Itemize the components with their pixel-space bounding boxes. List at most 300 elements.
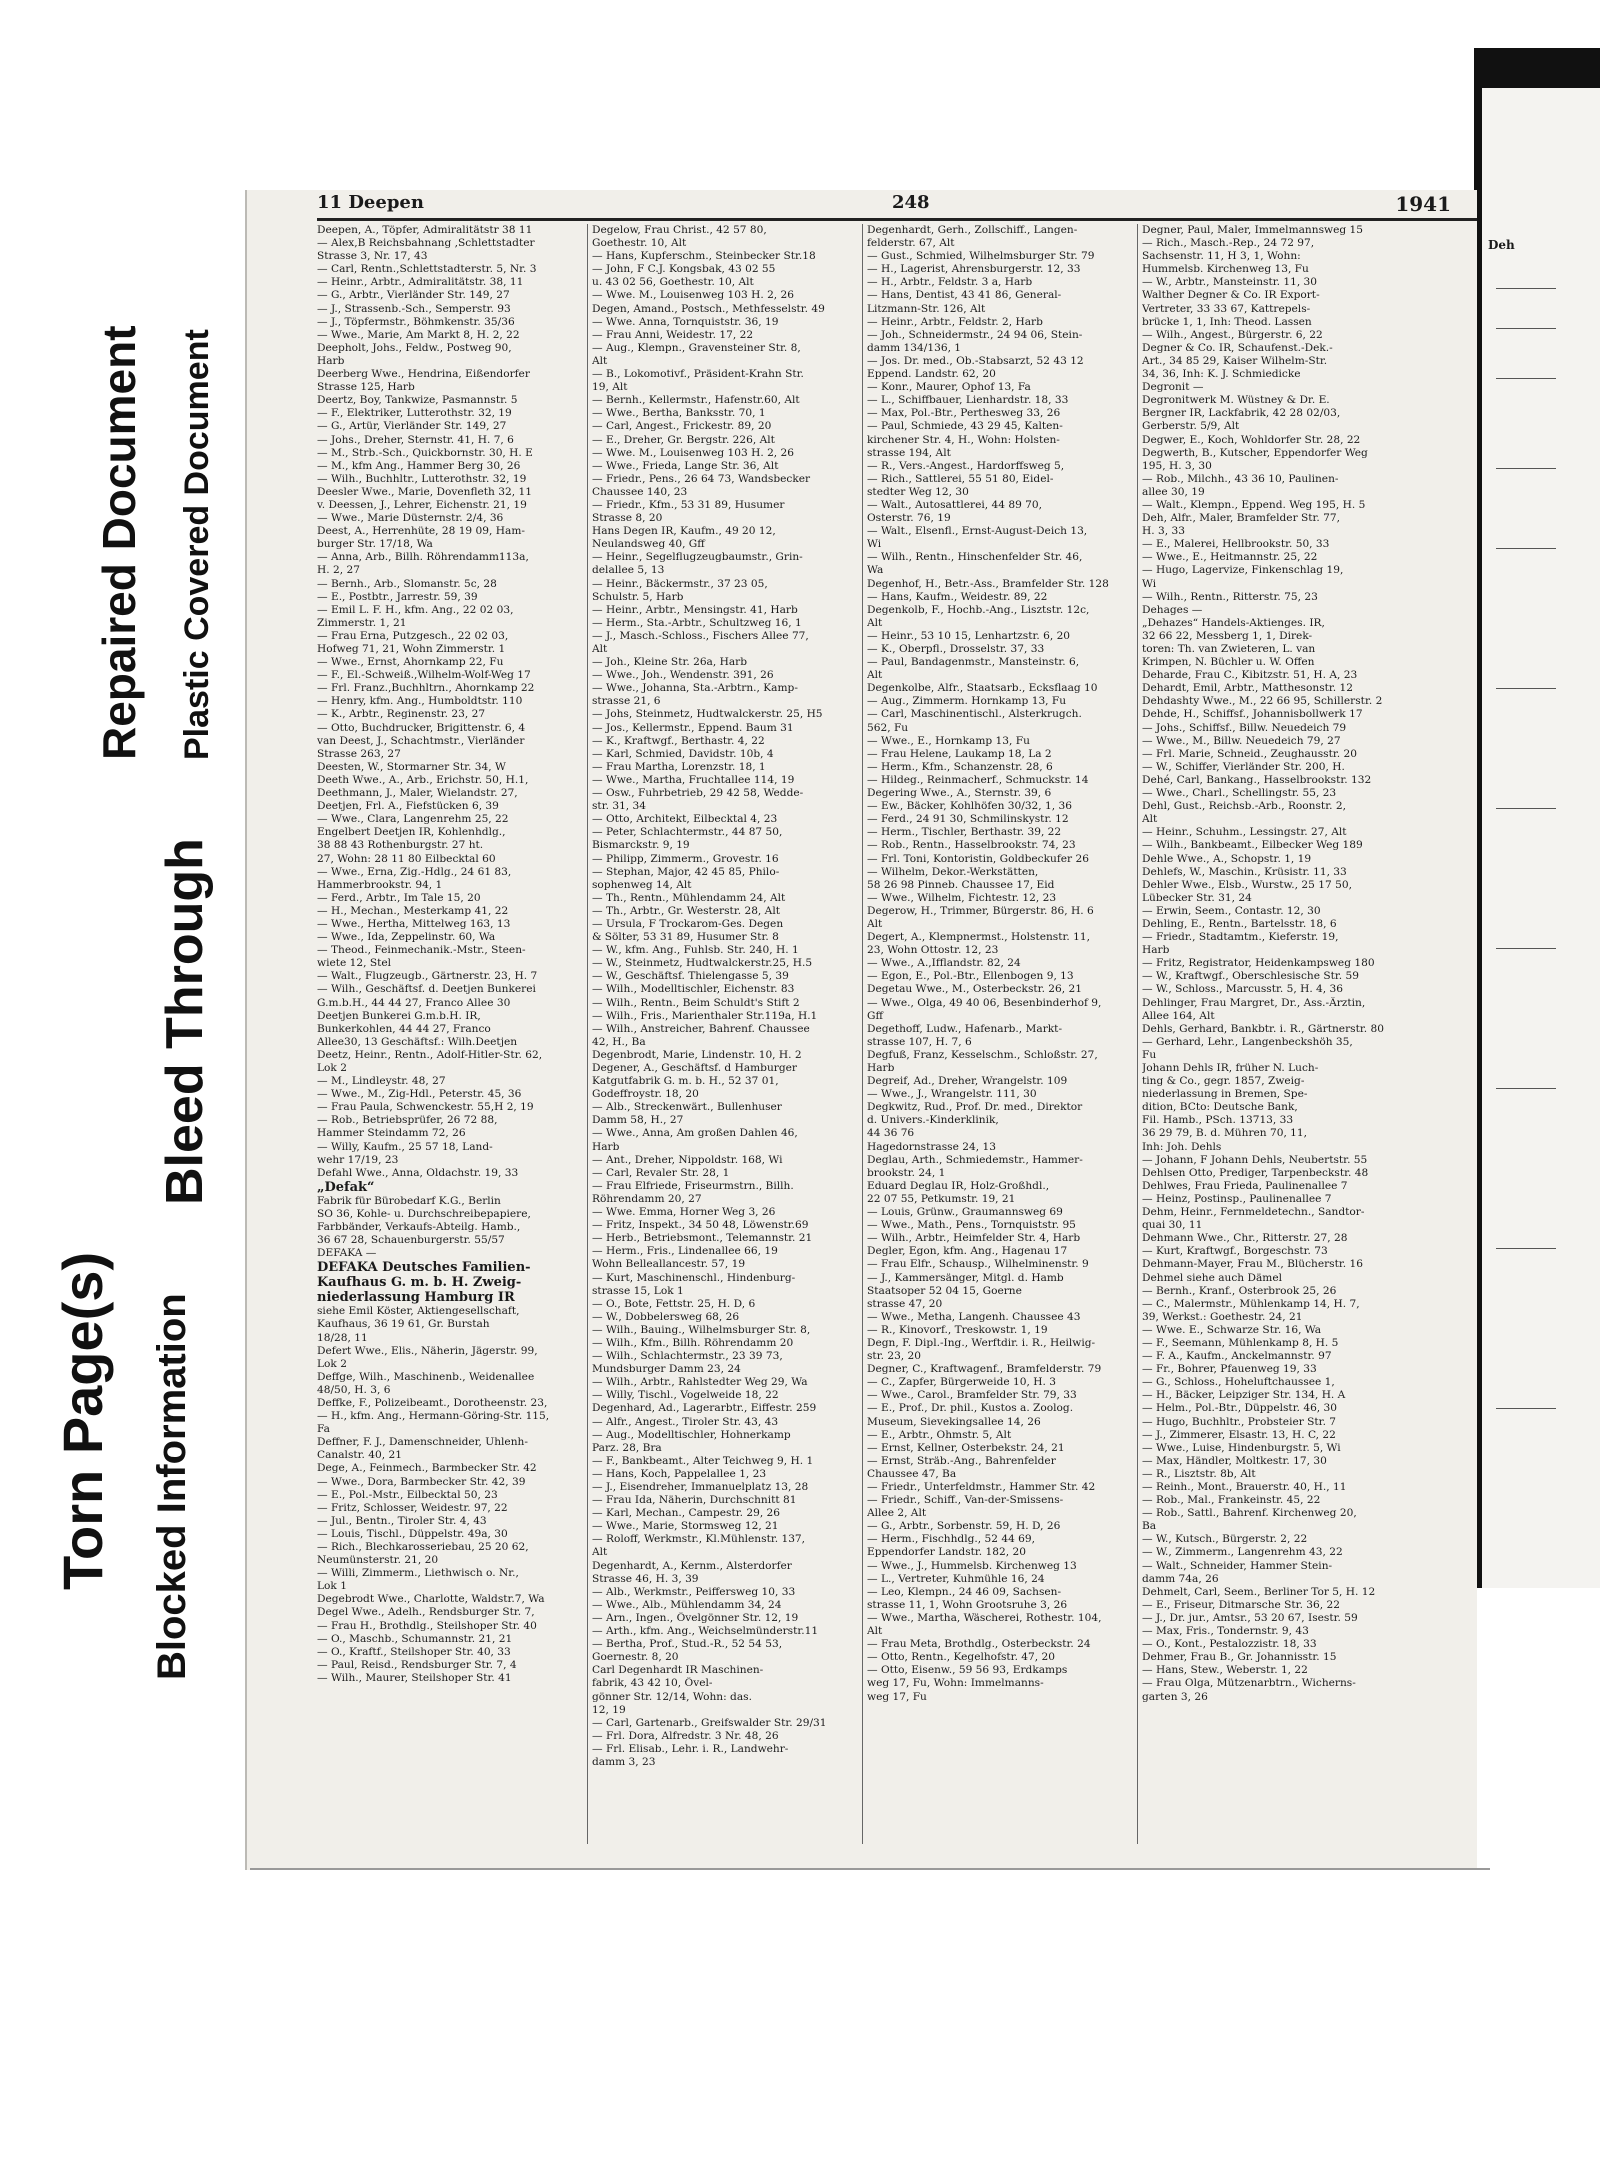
directory-entry: brookstr. 24, 1 [867,1166,946,1179]
directory-entry: Fil. Hamb., PSch. 13713, 33 [1142,1114,1294,1127]
directory-entry: wiete 12, Stel [317,957,392,970]
directory-entry: Dehages — [1142,603,1203,616]
directory-entry: — Wwe., Ernst, Ahornkamp 22, Fu [317,656,504,669]
directory-entry: — Heinr., Bäckermstr., 37 23 05, [592,577,768,590]
directory-entry: Fabrik für Bürobedarf K.G., Berlin [317,1194,501,1207]
directory-entry: Gff [867,1009,883,1022]
directory-entry: Degwerth, B., Kutscher, Eppendorfer Weg [1142,446,1368,459]
directory-entry: Degn, F. Dipl.-Ing., Werftdir. i. R., Heilwig- [867,1336,1096,1349]
directory-entry: — O., Kont., Pestalozzistr. 18, 33 [1142,1638,1317,1651]
directory-entry: Degler, Egon, kfm. Ang., Hagenau 17 [867,1245,1068,1258]
directory-entry: Degering Wwe., A., Sternstr. 39, 6 [867,787,1052,800]
directory-page [245,190,1477,1870]
directory-entry: Museum, Sievekingsallee 14, 26 [867,1415,1041,1428]
directory-entry: — Wwe., Bertha, Banksstr. 70, 1 [592,407,766,420]
directory-entry: — Rob., Rentn., Hasselbrookstr. 74, 23 [867,839,1076,852]
adjacent-rule [1496,808,1556,809]
directory-entry: — Bertha, Prof., Stud.-R., 52 54 53, [592,1638,783,1651]
directory-entry: — Louis, Grünw., Graumannsweg 69 [867,1206,1063,1219]
directory-entry: Dehardt, Emil, Arbtr., Matthesonstr. 12 [1142,682,1353,695]
directory-entry: — J., Strassenb.-Sch., Semperstr. 93 [317,302,511,315]
directory-entry: — Frau Ida, Näherin, Durchschnitt 81 [592,1494,797,1507]
directory-entry: — Joh., Kleine Str. 26a, Harb [592,656,748,669]
label-repaired-document: Repaired Document [93,325,145,760]
adjacent-rule [1496,948,1556,949]
directory-entry: — Wilh., Kfm., Billh. Röhrendamm 20 [592,1336,794,1349]
directory-entry: — Paul, Bandagenmstr., Mansteinstr. 6, [867,656,1080,669]
directory-entry: Degenkolb, F., Hochb.-Ang., Lisztstr. 12c, [867,603,1090,616]
directory-entry: d. Univers.-Kinderklinik, [867,1114,999,1127]
directory-entry: van Deest, J., Schachtmstr., Vierländer [317,734,525,747]
directory-entry: — J., Kammersänger, Mitgl. d. Hamb [867,1271,1064,1284]
directory-entry: — Frau Anni, Weidestr. 17, 22 [592,328,754,341]
directory-entry: — Heinr., Schuhm., Lessingstr. 27, Alt [1142,826,1347,839]
directory-entry: — Frau Elfriede, Friseurmstrn., Billh. [592,1179,794,1192]
directory-entry: — Heinr., Arbtr., Admiralitätstr. 38, 11 [317,276,524,289]
directory-entry: — Wwe., Erna, Zig.-Hdlg., 24 61 83, [317,865,512,878]
directory-entry: — Herm., Fischhdlg., 52 44 69, [867,1533,1036,1546]
directory-entry: — Philipp, Zimmerm., Grovestr. 16 [592,852,779,865]
directory-entry: — Wwe., Carol., Bramfelder Str. 79, 33 [867,1389,1077,1402]
directory-entry: — G., Arbtr., Sorbenstr. 59, H. D, 26 [867,1520,1061,1533]
directory-entry: — Kurt, Kraftwgf., Borgeschstr. 73 [1142,1245,1328,1258]
dark-edge [1482,48,1600,88]
directory-entry: Degkwitz, Rud., Prof. Dr. med., Direktor [867,1101,1083,1114]
directory-entry: — Herm., Kfm., Schanzenstr. 28, 6 [867,760,1053,773]
directory-entry: — W., Arbtr., Mansteinstr. 11, 30 [1142,276,1318,289]
directory-entry: Degwer, E., Koch, Wohldorfer Str. 28, 22 [1142,433,1361,446]
header-year: 1941 [1395,192,1451,216]
directory-entry: Dehde, H., Schiffsf., Johannisbollwerk 17 [1142,708,1363,721]
directory-entry: Deffke, F., Polizeibeamt., Dorotheenstr. 23, [317,1396,548,1409]
directory-entry: — Wilh., Rentn., Ritterstr. 75, 23 [1142,590,1318,603]
directory-entry: — Arn., Ingen., Övelgönner Str. 12, 19 [592,1611,799,1624]
directory-entry: — K., Oberpfl., Drosselstr. 37, 33 [867,643,1045,655]
directory-entry: Dehls, Gerhard, Bankbtr. i. R., Gärtnerstr. 80 [1142,1022,1384,1035]
directory-entry: — Heinr., Segelflugzeugbaumstr., Grin- [592,551,803,564]
directory-entry: — Wwe., Hertha, Mittelweg 163, 13 [317,917,511,930]
directory-entry: Lübecker Str. 31, 24 [1142,891,1252,904]
directory-entry: — Wwe., Alb., Mühlendamm 34, 24 [592,1598,782,1611]
directory-entry: Neulandsweg 40, Gff [592,538,705,551]
directory-entry: strasse 21, 6 [592,695,661,708]
directory-entry: — J., Zimmerer, Elsastr. 13, H. C, 22 [1142,1428,1336,1441]
directory-entry: — Walt., Flugzeugb., Gärtnerstr. 23, H. 7 [317,970,538,983]
directory-entry: — Wwe., Wilhelm, Fichtestr. 12, 23 [867,891,1057,904]
directory-entry: — Fritz, Schlosser, Weidestr. 97, 22 [317,1501,508,1514]
directory-entry: — Heinr., Arbtr., Feldstr. 2, Harb [867,315,1043,328]
directory-entry: — E., Arbtr., Ohmstr. 5, Alt [867,1428,1012,1441]
directory-entry: — Otto, Buchdrucker, Brigittenstr. 6, 4 [317,721,526,734]
directory-entry: Deepen, A., Töpfer, Admiralitätstr 38 11 [317,224,533,236]
directory-entry: Mundsburger Damm 23, 24 [592,1363,741,1376]
directory-entry: Ba [1142,1520,1157,1533]
directory-entry: — Johs., Dreher, Sternstr. 41, H. 7, 6 [317,433,514,446]
directory-entry: Farbbänder, Verkaufs-Abteilg. Hamb., [317,1221,521,1234]
directory-entry: — Aug., Modelltischler, Hohnerkamp [592,1428,791,1441]
directory-entry: — Wilh., Bankbeamt., Eilbecker Weg 189 [1142,839,1363,852]
directory-entry: garten 3, 26 [1142,1690,1208,1703]
directory-entry: Allee30, 13 Geschäftsf.: Wilh.Deetjen [317,1035,518,1048]
directory-entry: Walther Degner & Co. IR Export- [1142,289,1320,302]
page-header [317,190,1477,221]
directory-entry: — Th., Rentn., Mühlendamm 24, Alt [592,891,786,904]
directory-entry: Deetz, Heinr., Rentn., Adolf-Hitler-Str. 62, [317,1048,543,1061]
directory-entry: DEFAKA Deutsches Familien- [317,1260,531,1276]
directory-entry: — Rob., Mal., Frankeinstr. 45, 22 [1142,1494,1321,1507]
directory-entry: Parz. 28, Bra [592,1441,662,1454]
directory-entry: Deertz, Boy, Tankwize, Pasmannstr. 5 [317,394,518,407]
directory-entry: Dehdashty Wwe., M., 22 66 95, Schillerstr. 2 [1142,695,1383,708]
directory-entry: — Egon, E., Pol.-Btr., Ellenbogen 9, 13 [867,970,1074,983]
directory-entry: weg 17, Fu [867,1690,927,1703]
directory-entry: Dehlefs, W., Maschin., Krüsistr. 11, 33 [1142,865,1347,878]
directory-entry: Inh: Joh. Dehls [1142,1140,1222,1153]
directory-entry: Wohn Belleallancestr. 57, 19 [592,1258,746,1271]
directory-entry: Degenkolbe, Alfr., Staatsarb., Ecksflaag 10 [867,682,1098,695]
directory-entry: — W., Kutsch., Bürgerstr. 2, 22 [1142,1533,1308,1546]
directory-entry: — Walt., Schneider, Hammer Stein- [1142,1559,1333,1572]
directory-entry: Lok 2 [317,1357,347,1370]
directory-entry: wehr 17/19, 23 [317,1153,399,1166]
directory-entry: Kaufhaus, 36 19 61, Gr. Burstah [317,1318,490,1331]
directory-entry: strasse 11, 1, Wohn Grootsruhe 3, 26 [867,1598,1068,1611]
directory-entry: — Wwe., Ida, Zeppelinstr. 60, Wa [317,931,496,944]
directory-entry: strasse 15, Lok 1 [592,1284,684,1297]
directory-entry: — O., Kraftf., Steilshoper Str. 40, 33 [317,1645,511,1658]
directory-entry: — Emil L. F. H., kfm. Ang., 22 02 03, [317,603,514,616]
directory-entry: — Wilh., Anstreicher, Bahrenf. Chaussee [592,1022,810,1035]
directory-entry: 34, 36, Inh: K. J. Schmiedicke [1142,368,1301,381]
directory-entry: Sachsenstr. 11, H 3, 1, Wohn: [1142,250,1301,263]
directory-entry: Gerberstr. 5/9, Alt [1142,420,1240,433]
directory-entry: — Wwe. M., Louisenweg 103 H. 2, 26 [592,289,795,302]
directory-entry: — Fr., Bohrer, Pfauenweg 19, 33 [1142,1363,1317,1376]
directory-entry: — Otto, Eisenw., 59 56 93, Erdkamps [867,1664,1068,1677]
directory-entry: — Bernh., Kellermstr., Hafenstr.60, Alt [592,394,800,407]
directory-entry: Degetau Wwe., M., Osterbeckstr. 26, 21 [867,983,1082,996]
directory-entry: Allee 164, Alt [1142,1009,1215,1022]
directory-entry: allee 30, 19 [1142,485,1205,498]
directory-entry: Dehmann Wwe., Chr., Ritterstr. 27, 28 [1142,1232,1348,1245]
directory-entry: — Otto, Architekt, Eilbecktal 4, 23 [592,813,778,826]
directory-entry: Harb [592,1140,620,1153]
directory-entry: — Friedr., Schiff., Van-der-Smissens- [867,1494,1064,1507]
directory-entry: — Wwe., Marie, Stormsweg 12, 21 [592,1520,779,1533]
directory-entry: — Heinr., 53 10 15, Lenhartzstr. 6, 20 [867,629,1071,642]
directory-entry: Degronitwerk M. Wüstney & Dr. E. [1142,394,1330,407]
directory-entry: Bunkerkohlen, 44 44 27, Franco [317,1022,491,1035]
directory-entry: Schulstr. 5, Harb [592,590,684,603]
directory-entry: — Wwe. E., Schwarze Str. 16, Wa [1142,1323,1322,1336]
directory-entry: — Ferd., 24 91 30, Schmilinskystr. 12 [867,813,1069,826]
directory-entry: G.m.b.H., 44 44 27, Franco Allee 30 [317,996,511,1009]
directory-entry: — Friedr., Unterfeldmstr., Hammer Str. 42 [867,1481,1096,1493]
directory-entry: Deeth Wwe., A., Arb., Erichstr. 50, H.1, [317,773,529,786]
directory-entry: 27, Wohn: 28 11 80 Eilbecktal 60 [317,852,496,865]
directory-entry: — Frau Helene, Laukamp 18, La 2 [867,747,1052,760]
directory-entry: — G., Arbtr., Vierländer Str. 149, 27 [317,289,510,302]
directory-entry: — W., Kraftwgf., Oberschlesische Str. 59 [1142,970,1359,983]
directory-column-3 [867,224,1137,1844]
directory-entry: — F., Bankbeamt., Alter Teichweg 9, H. 1 [592,1454,814,1467]
directory-entry: — Max, Händler, Moltkestr. 17, 30 [1142,1454,1327,1467]
label-torn-pages: Torn Page(s) [51,1251,114,1590]
directory-entry: — Konr., Maurer, Ophof 13, Fa [867,381,1031,394]
directory-entry: — Alex,B Reichsbahnang ,Schlettstadter [317,237,535,250]
directory-entry: — Stephan, Major, 42 45 85, Philo- [592,865,780,878]
directory-entry: Kaufhaus G. m. b. H. Zweig- [317,1275,522,1291]
directory-entry: Dehling, E., Rentn., Bartelsstr. 18, 6 [1142,917,1337,930]
directory-entry: 23, Wohn Ottostr. 12, 23 [867,944,999,957]
directory-entry: gönner Str. 12/14, Wohn: das. [592,1690,752,1703]
directory-entry: u. 43 02 56, Goethestr. 10, Alt [592,276,754,289]
directory-entry: — H., kfm. Ang., Hermann-Göring-Str. 115, [317,1410,550,1423]
directory-entry: — Helm., Pol.-Btr., Düppelstr. 46, 30 [1142,1402,1338,1415]
directory-entry: Dehler Wwe., Elsb., Wurstw., 25 17 50, [1142,878,1352,891]
directory-entry: — Frl. Dora, Alfredstr. 3 Nr. 48, 26 [592,1729,779,1742]
directory-entry: — O., Bote, Fettstr. 25, H. D, 6 [592,1297,756,1310]
directory-entry: — M., Lindleystr. 48, 27 [317,1075,446,1088]
directory-entry: — Wwe., Johanna, Sta.-Arbtrn., Kamp- [592,682,798,695]
directory-entry: Strasse 263, 27 [317,747,401,760]
directory-entry: Dehmann-Mayer, Frau M., Blücherstr. 16 [1142,1258,1363,1271]
directory-entry: — Henry, kfm. Ang., Humboldtstr. 110 [317,695,523,708]
directory-entry: — Wwe., Clara, Langenrehm 25, 22 [317,813,509,826]
directory-entry: — Frl. Toni, Kontoristin, Goldbeckufer 26 [867,852,1089,865]
directory-entry: Neumünsterstr. 21, 20 [317,1554,439,1567]
label-blocked-information: Blocked Information [150,1293,194,1680]
directory-entry: — R., Vers.-Angest., Hardorffsweg 5, [867,459,1065,472]
directory-entry: Eppend. Landstr. 62, 20 [867,368,996,381]
directory-entry: Strasse 3, Nr. 17, 43 [317,250,428,263]
directory-entry: Defert Wwe., Elis., Näherin, Jägerstr. 99, [317,1344,538,1357]
directory-entry: — Wwe., Marie Düsternstr. 2/4, 36 [317,512,504,525]
directory-entry: Bismarckstr. 9, 19 [592,839,690,852]
directory-entry: — Otto, Rentn., Kegelhofstr. 47, 20 [867,1651,1056,1664]
directory-entry: — Ant., Dreher, Nippoldstr. 168, Wi [592,1153,783,1166]
directory-entry: — Johs., Schiffsf., Billw. Neuedeich 79 [1142,721,1347,734]
adjacent-rule [1496,688,1556,689]
directory-entry: 48/50, H. 3, 6 [317,1383,391,1396]
directory-entry: — Frau Elfr., Schausp., Wilhelminenstr. 9 [867,1258,1089,1271]
directory-entry: — Friedr., Stadtamtm., Kieferstr. 19, [1142,931,1339,944]
directory-column-2 [592,224,862,1844]
directory-entry: Harb [1142,944,1170,957]
directory-entry: strasse 47, 20 [867,1297,943,1310]
directory-entry: — C., Zapfer, Bürgerweide 10, H. 3 [867,1376,1056,1389]
directory-entry: strasse 194, Alt [867,446,951,459]
directory-entry: — John, F C.J. Kongsbak, 43 02 55 [592,263,776,276]
directory-entry: — E., Pol.-Mstr., Eilbecktal 50, 23 [317,1488,498,1501]
directory-entry: — Herm., Sta.-Arbtr., Schultzweg 16, 1 [592,616,802,629]
directory-entry: Degner & Co. IR, Schaufenst.-Dek.- [1142,341,1333,354]
directory-entry: kirchener Str. 4, H., Wohn: Holsten- [867,433,1060,446]
directory-entry: — W., Geschäftsf. Thielengasse 5, 39 [592,970,789,983]
directory-entry: — Wwe. M., Louisenweg 103 H. 2, 26 [592,446,795,459]
directory-entry: 39, Werkst.: Goethestr. 24, 21 [1142,1310,1303,1323]
directory-entry: — Herm., Fris., Lindenallee 66, 19 [592,1245,778,1258]
directory-entry: Deethmann, J., Maler, Wielandstr. 27, [317,787,518,800]
directory-entry: — G., Schloss., Hoheluftchaussee 1, [1142,1376,1335,1389]
directory-entry: — O., Maschb., Schumannstr. 21, 21 [317,1632,513,1645]
directory-entry: — Wilh., Geschäftsf. d. Deetjen Bunkerei [317,983,536,996]
directory-entry: — Frl. Marie, Schneid., Zeughausstr. 20 [1142,747,1357,760]
label-bleed-through: Bleed Through [156,838,214,1205]
directory-entry: 58 26 98 Pinneb. Chaussee 17, Eid [867,878,1055,891]
directory-entry: — Wwe., Joh., Wendenstr. 391, 26 [592,669,774,682]
directory-entry: Wa [867,564,884,577]
directory-entry: Katgutfabrik G. m. b. H., 52 37 01, [592,1075,779,1088]
directory-entry: „Defak“ [317,1179,375,1195]
directory-entry: Engelbert Deetjen IR, Kohlenhdlg., [317,826,506,839]
directory-entry: — K., Arbtr., Reginenstr. 23, 27 [317,708,486,721]
directory-entry: Degenhard, Ad., Lagerarbtr., Eiffestr. 259 [592,1402,817,1415]
directory-entry: stedter Weg 12, 30 [867,485,969,498]
directory-entry: — Wilh., Schlachtermstr., 23 39 73, [592,1350,783,1363]
directory-entry: Degenbrodt, Marie, Lindenstr. 10, H. 2 [592,1048,802,1061]
adjacent-rule [1496,1248,1556,1249]
directory-entry: SO 36, Kohle- u. Durchschreibepapiere, [317,1207,531,1220]
directory-entry: Canalstr. 40, 21 [317,1449,402,1462]
directory-entry: — Wwe., Marie, Am Markt 8, H. 2, 22 [317,328,520,341]
directory-entry: Hofweg 71, 21, Wohn Zimmerstr. 1 [317,643,506,655]
directory-entry: 38 88 43 Rothenburgstr. 27 ht. [317,839,484,852]
directory-entry: Degert, A., Klempnermst., Holstenstr. 11, [867,931,1090,944]
directory-entry: quai 30, 11 [1142,1219,1203,1232]
directory-entry: — F., Seemann, Mühlenkamp 8, H. 5 [1142,1336,1339,1349]
directory-entry: — R., Kinovorf., Treskowstr. 1, 19 [867,1323,1048,1336]
directory-entry: Alt [867,616,883,629]
directory-entry: — Frau Paula, Schwenckestr. 55,H 2, 19 [317,1101,534,1114]
directory-entry: — Heinz, Postinsp., Paulinenallee 7 [1142,1192,1332,1205]
directory-entry: Zimmerstr. 1, 21 [317,616,407,629]
directory-entry: — G., Artür, Vierländer Str. 149, 27 [317,420,507,433]
directory-entry: weg 17, Fu, Wohn: Immelmanns- [867,1677,1044,1690]
directory-entry: Staatsoper 52 04 15, Goerne [867,1284,1022,1297]
directory-entry: — Alfr., Angest., Tiroler Str. 43, 43 [592,1415,779,1428]
directory-entry: — Frau H., Brothdlg., Steilshoper Str. 40 [317,1619,537,1632]
directory-entry: 32 66 22, Messberg 1, 1, Direk- [1142,629,1313,642]
directory-entry: — Frau Olga, Mützenarbtrn., Wicherns- [1142,1677,1356,1690]
directory-entry: — R., Lisztstr. 8b, Alt [1142,1467,1256,1480]
directory-entry: — Max, Pol.-Btr., Perthesweg 33, 26 [867,407,1061,420]
directory-column-4 [1142,224,1412,1844]
directory-entry: — Hugo, Lagervize, Finkenschlag 19, [1142,564,1344,577]
directory-entry: Degner, Paul, Maler, Immelmannsweg 15 [1142,224,1363,236]
directory-entry: Dehlsen Otto, Prediger, Tarpenbeckstr. 48 [1142,1166,1369,1179]
directory-entry: Goethestr. 10, Alt [592,237,687,250]
adjacent-rule [1496,548,1556,549]
directory-entry: — E., Friseur, Ditmarsche Str. 36, 22 [1142,1598,1341,1611]
directory-entry: — Rob., Sattl., Bahrenf. Kirchenweg 20, [1142,1507,1357,1520]
directory-entry: Vertreter, 33 33 67, Kattrepels- [1142,302,1311,315]
directory-entry: 22 07 55, Petkumstr. 19, 21 [867,1192,1016,1205]
directory-entry: dition, BCto: Deutsche Bank, [1142,1101,1298,1114]
directory-entry: Dehl, Gust., Reichsb.-Arb., Roonstr. 2, [1142,800,1346,813]
directory-entry: — Johs, Steinmetz, Hudtwalckerstr. 25, H5 [592,708,823,721]
directory-entry: — Fritz, Registrator, Heidenkampsweg 180 [1142,957,1375,970]
directory-entry: — Theod., Feinmechanik.-Mstr., Steen- [317,944,526,957]
directory-entry: — Wwe., Luise, Hindenburgstr. 5, Wi [1142,1441,1341,1454]
adjacent-page-strip [1474,48,1600,1588]
directory-entry: Degebrodt Wwe., Charlotte, Waldstr.7, Wa [317,1593,545,1606]
directory-entry: — Frau Meta, Brothdlg., Osterbeckstr. 24 [867,1638,1091,1651]
directory-entry: — Fritz, Inspekt., 34 50 48, Löwenstr.69 [592,1219,809,1232]
directory-entry: — Jos., Kellermstr., Eppend. Baum 31 [592,721,794,734]
directory-entry: H. 2, 27 [317,564,360,577]
directory-entry: — Hans, Dentist, 43 41 86, General- [867,289,1062,302]
directory-entry: Strasse 125, Harb [317,381,415,394]
directory-entry: Degenhardt, A., Kernm., Alsterdorfer [592,1559,792,1572]
directory-entry: Deepholt, Johs., Feldw., Postweg 90, [317,341,512,354]
directory-entry: — Rich., Sattlerei, 55 51 80, Eidel- [867,472,1054,485]
directory-entry: — Herb., Betriebsmont., Telemannstr. 21 [592,1232,813,1245]
directory-entry: — M., Strb.-Sch., Quickbornstr. 30, H. E [317,446,533,459]
column-rule [862,224,863,1844]
directory-entry: 19, Alt [592,381,628,394]
directory-entry: 562, Fu [867,721,909,734]
directory-entry: Degen, Amand., Postsch., Methfesselstr. 49 [592,302,825,315]
directory-entry: — Wwe., Dora, Barmbecker Str. 42, 39 [317,1475,526,1488]
directory-entry: Damm 58, H., 27 [592,1114,684,1127]
directory-entry: — Hans, Kupferschm., Steinbecker Str.18 [592,250,816,263]
directory-entry: — Hans, Stew., Weberstr. 1, 22 [1142,1664,1308,1677]
directory-entry: — J., Töpfermstr., Böhmkenstr. 35/36 [317,315,515,328]
directory-entry: — Ernst, Sträb.-Ang., Bahrenfelder [867,1454,1056,1467]
directory-entry: — J., Eisendreher, Immanuelplatz 13, 28 [592,1481,809,1493]
directory-entry: — H., Arbtr., Feldstr. 3 a, Harb [867,276,1033,289]
directory-entry: — Wwe., Martha, Wäscherei, Rothestr. 104, [867,1611,1102,1624]
directory-entry: Degner, C., Kraftwagenf., Bramfelderstr. 79 [867,1363,1102,1376]
directory-entry: — Rich., Blechkarosseriebau, 25 20 62, [317,1541,529,1553]
directory-entry: Deglau, Arth., Schmiedemstr., Hammer- [867,1153,1083,1166]
directory-entry: — Peter, Schlachtermstr., 44 87 50, [592,826,783,839]
directory-entry: Harb [317,354,345,367]
directory-entry: — Johann, F Johann Dehls, Neubertstr. 55 [1142,1153,1368,1166]
directory-entry: — Wilhelm, Dekor.-Werkstätten, [867,865,1039,878]
directory-entry: damm 134/136, 1 [867,341,962,354]
directory-entry: Godeffroystr. 18, 20 [592,1088,699,1101]
directory-entry: delallee 5, 13 [592,564,665,577]
directory-entry: Defahl Wwe., Anna, Oldachstr. 19, 33 [317,1166,519,1179]
directory-entry: — Th., Arbtr., Gr. Westerstr. 28, Alt [592,904,780,917]
directory-entry: — Carl, Gartenarb., Greifswalder Str. 29/31 [592,1716,827,1729]
directory-entry: — F., Elektriker, Lutterothstr. 32, 19 [317,407,512,420]
directory-entry: Alt [867,1625,883,1638]
directory-entry: — Reinh., Mont., Brauerstr. 40, H., 11 [1142,1481,1347,1493]
directory-entry: — Erwin, Seem., Contastr. 12, 30 [1142,904,1321,917]
directory-entry: Degerow, H., Trimmer, Bürgerstr. 86, H. 6 [867,904,1094,917]
directory-entry: — Alb., Werkmstr., Peiffersweg 10, 33 [592,1585,796,1598]
directory-entry: Degfuß, Franz, Kesselschm., Schloßstr. 27, [867,1048,1098,1061]
directory-entry: — Roloff, Werkmstr., Kl.Mühlenstr. 137, [592,1533,806,1546]
directory-entry: Art., 34 85 29, Kaiser Wilhelm-Str. [1142,354,1328,367]
directory-entry: Dehmel siehe auch Dämel [1142,1271,1282,1284]
directory-entry: „Dehazes“ Handels-Aktienges. IR, [1142,616,1325,629]
directory-entry: Lok 1 [317,1580,347,1593]
directory-entry: — M., kfm Ang., Hammer Berg 30, 26 [317,459,521,472]
directory-entry: Johann Dehls IR, früher N. Luch- [1142,1062,1319,1074]
directory-entry: Wi [1142,577,1157,590]
directory-entry: ting & Co., gegr. 1857, Zweig- [1142,1075,1305,1088]
directory-entry: — Wwe., Frieda, Lange Str. 36, Alt [592,459,779,472]
adjacent-rule [1496,378,1556,379]
directory-entry: — Hugo, Buchhltr., Probsteier Str. 7 [1142,1415,1337,1428]
directory-entry: — Bernh., Arb., Slomanstr. 5c, 28 [317,577,497,590]
directory-entry: — Wwe., J., Wrangelstr. 111, 30 [867,1088,1037,1101]
directory-entry: — Frl. Elisab., Lehr. i. R., Landwehr- [592,1742,789,1755]
